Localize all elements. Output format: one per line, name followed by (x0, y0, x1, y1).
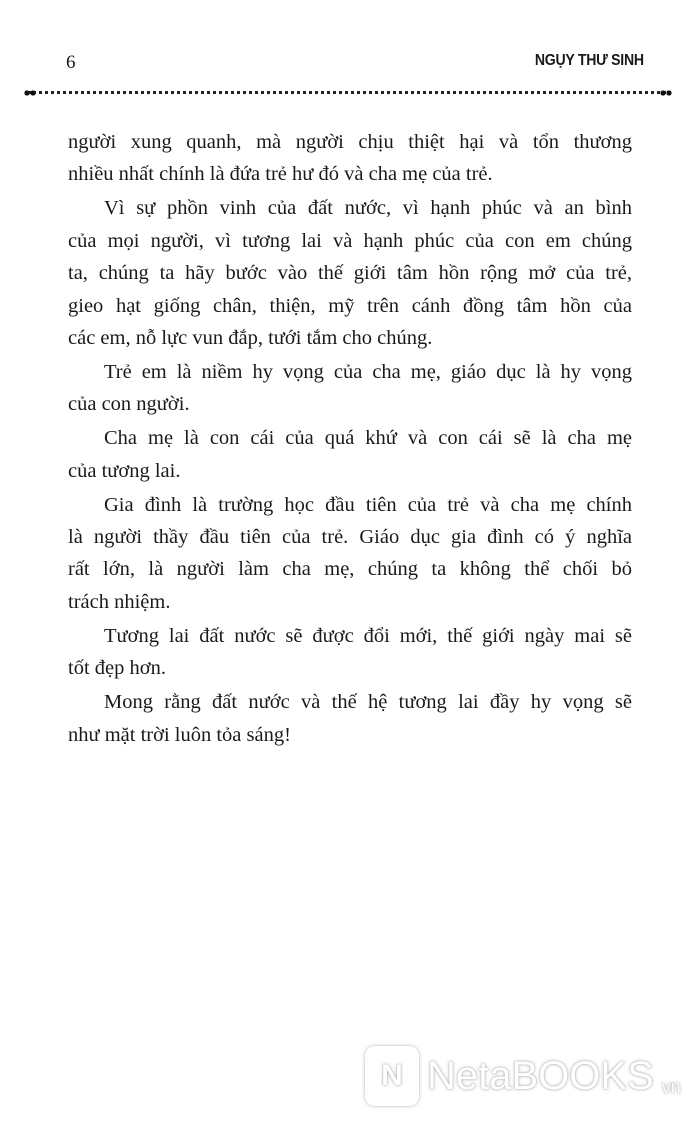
text-line: Gia đình là trường học đầu tiên của trẻ và cha mẹ chính (104, 493, 632, 516)
logo-suffix: vn (661, 1077, 681, 1097)
text-line: nhiều nhất chính là đứa trẻ hư đó và cha mẹ của trẻ. (68, 163, 493, 186)
text-line: rất lớn, là người làm cha mẹ, chúng ta không thể chối bỏ (68, 558, 632, 581)
text-line: của con người. (68, 393, 190, 416)
text-line: người xung quanh, mà người chịu thiệt hại và tổn thương (68, 131, 632, 153)
text-line: gieo hạt giống chân, thiện, mỹ trên cánh đồng tâm hồn của (68, 294, 632, 317)
logo-icon: N (365, 1046, 419, 1106)
text-line: là người thầy đầu tiên của trẻ. Giáo dục gia đình có ý nghĩa (68, 526, 632, 549)
paragraph (68, 126, 632, 191)
body-text (68, 126, 632, 753)
text-line: Mong rằng đất nước và thế hệ tương lai đầy hy vọng sẽ (104, 691, 632, 714)
paragraph (68, 356, 632, 421)
text-line: các em, nỗ lực vun đắp, tưới tắm cho chúng. (68, 326, 433, 349)
paragraph (68, 686, 632, 751)
text-line: ta, chúng ta hãy bước vào thế giới tâm hồn rộng mở của trẻ, (68, 262, 632, 285)
text-line: Trẻ em là niềm hy vọng của cha mẹ, giáo dục là hy vọng (104, 360, 632, 383)
text-line: của mọi người, vì tương lai và hạnh phúc của con em chúng (68, 229, 632, 252)
paragraph (68, 192, 632, 354)
paragraph (68, 620, 632, 685)
watermark-logo (365, 1046, 681, 1106)
text-line: Cha mẹ là con cái của quá khứ và con cái sẽ là cha mẹ (104, 427, 632, 450)
text-line: Vì sự phồn vinh của đất nước, vì hạnh phúc và an bình (104, 197, 632, 220)
text-line: của tương lai. (68, 459, 181, 482)
page-number: 6 (66, 52, 76, 73)
paragraph (68, 422, 632, 487)
text-line: trách nhiệm. (68, 590, 171, 613)
text-line: như mặt trời luôn tỏa sáng! (68, 723, 291, 746)
running-title: NGỤY THƯ SINH (535, 52, 644, 69)
logo-name: NetaBOOKS (427, 1053, 654, 1098)
text-line: Tương lai đất nước sẽ được đổi mới, thế giới ngày mai sẽ (104, 624, 632, 647)
text-line: tốt đẹp hơn. (68, 657, 166, 680)
paragraph (68, 489, 632, 619)
header-dotted-rule (28, 91, 666, 98)
